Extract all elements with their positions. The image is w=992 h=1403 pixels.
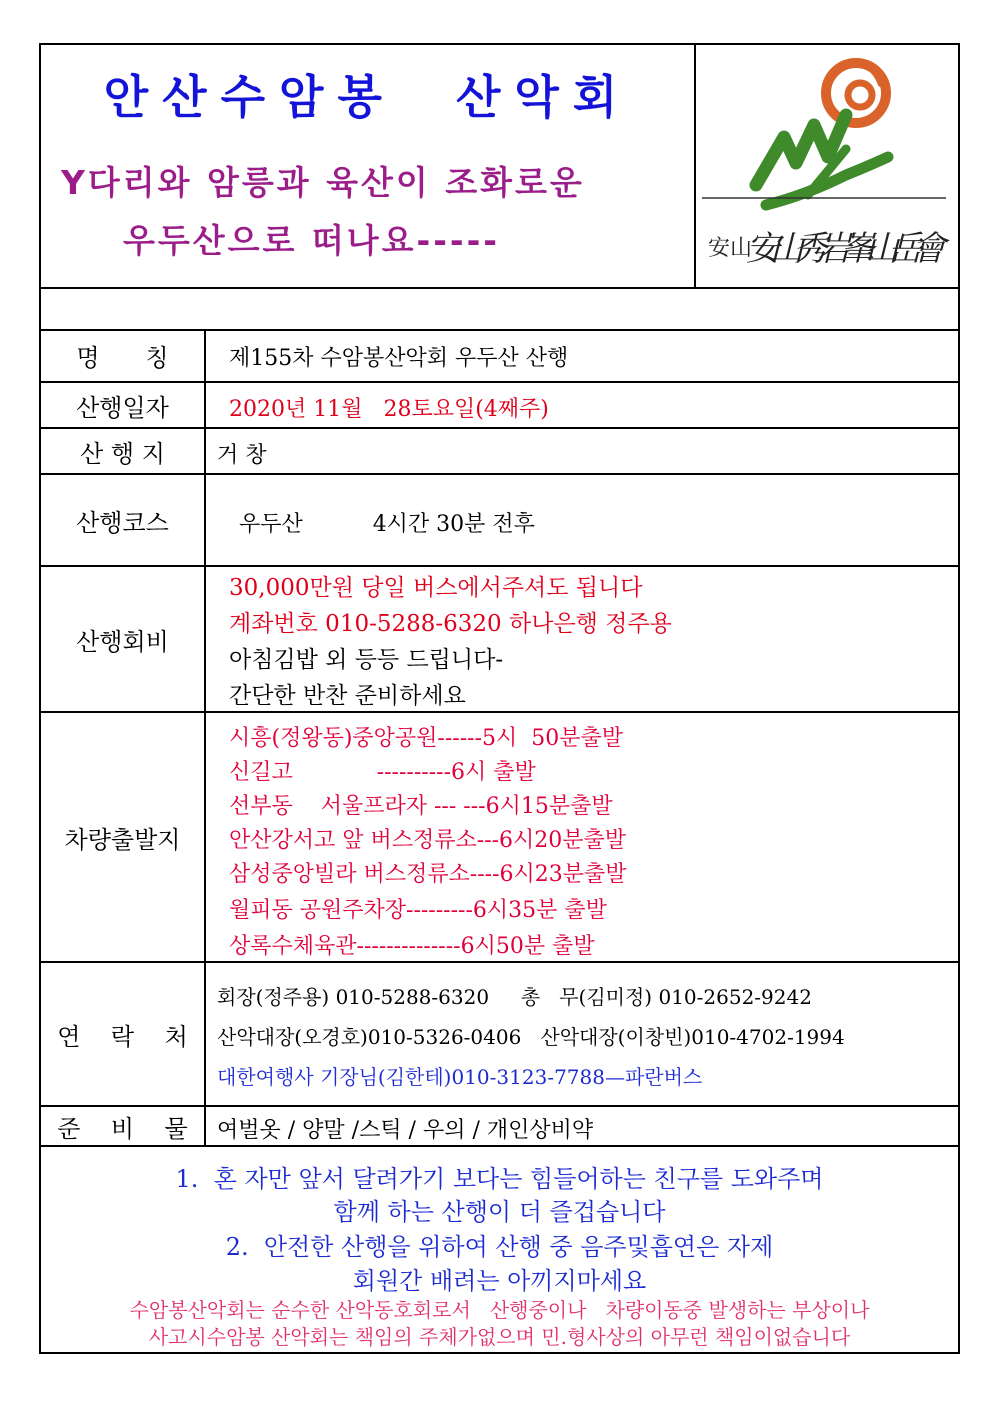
label-date: 산행일자 <box>41 383 206 427</box>
row-departure <box>41 713 958 963</box>
subtitle-line-2: 우두산으로 떠나요----- <box>123 221 500 260</box>
value-contact <box>217 963 952 1105</box>
row-name <box>41 329 958 383</box>
prep-items: 여벌옷 / 양말 /스틱 / 우의 / 개인상비약 <box>217 1118 594 1143</box>
value-place <box>217 429 952 473</box>
row-place <box>41 429 958 475</box>
value-course <box>217 475 952 565</box>
row-date <box>41 383 958 429</box>
row-fee <box>41 567 958 713</box>
trip-course: 우두산 4시간 30분 전후 <box>239 512 535 537</box>
value-prep <box>217 1107 952 1145</box>
header-title-area <box>41 45 696 287</box>
row-contact <box>41 963 958 1107</box>
departure-stop: 삼성중앙빌라 버스정류소----6시23분출발 <box>229 862 627 887</box>
notice-line-4: 회원간 배려는 아끼지마세요 <box>352 1267 647 1295</box>
row-prep <box>41 1107 958 1147</box>
blank-row <box>41 287 958 331</box>
club-title: 안산수암봉 산악회 <box>103 70 632 124</box>
trip-date: 2020년 11월 28토요일(4째주) <box>229 397 549 422</box>
value-departure <box>217 713 952 961</box>
notice-line-1: 1. 혼 자만 앞서 달려가기 보다는 힘들어하는 친구를 도와주며 <box>175 1165 824 1193</box>
label-name: 명 칭 <box>41 329 206 381</box>
document-frame <box>39 43 960 1354</box>
value-date <box>217 383 952 427</box>
label-course: 산행코스 <box>41 475 206 565</box>
label-departure: 차량출발지 <box>41 713 206 961</box>
notice-section <box>41 1151 958 1352</box>
logo-calligraphy: 安山秀岩峯山岳會 <box>746 229 946 269</box>
logo-text-part: 安山 <box>708 236 753 261</box>
contact-line: 회장(정주용) 010-5288-6320 총 무(김미정) 010-2652-9242 <box>217 985 812 1009</box>
departure-stop: 선부동 서울프라자 --- ---6시15분출발 <box>229 794 613 819</box>
label-place: 산 행 지 <box>41 429 206 473</box>
label-contact: 연 락 처 <box>41 963 206 1105</box>
contact-line: 대한여행사 기장님(김한테)010-3123-7788—파란버스 <box>217 1065 703 1089</box>
departure-stop: 시흥(정왕동)중앙공원------5시 50분출발 <box>229 726 624 751</box>
subtitle-line-1: Y다리와 암릉과 육산이 조화로운 <box>61 163 585 202</box>
departure-stop: 안산강서고 앞 버스정류소---6시20분출발 <box>229 828 627 853</box>
value-name <box>217 329 952 381</box>
disclaimer-line-1: 수암봉산악회는 순수한 산악동호회로서 산행중이나 차량이동중 발생하는 부상이나 <box>129 1298 870 1322</box>
notice-line-3: 2. 안전한 산행을 위하여 산행 중 음주및흡연은 자제 <box>225 1233 774 1261</box>
row-course <box>41 475 958 567</box>
value-fee <box>217 567 952 711</box>
fee-line: 간단한 반찬 준비하세요 <box>229 683 466 709</box>
fee-line: 계좌번호 010-5288-6320 하나은행 정주용 <box>229 611 672 637</box>
fee-line: 아침김밥 외 등등 드립니다- <box>229 647 504 673</box>
departure-stop: 신길고 ----------6시 출발 <box>229 760 536 785</box>
trip-place: 거 창 <box>217 443 267 468</box>
mountain-logo-icon <box>696 45 958 287</box>
disclaimer-line-2: 사고시수암봉 산악회는 책임의 주체가없으며 민.형사상의 아무런 책임이없습니다 <box>148 1325 851 1349</box>
club-logo <box>696 45 958 287</box>
label-fee: 산행회비 <box>41 567 206 711</box>
departure-stop: 월피동 공원주차장---------6시35분 출발 <box>229 898 607 923</box>
contact-line: 산악대장(오경호)010-5326-0406 산악대장(이창빈)010-4702-1994 <box>217 1025 845 1049</box>
label-prep: 준 비 물 <box>41 1107 206 1145</box>
departure-stop: 상록수체육관--------------6시50분 출발 <box>229 934 595 959</box>
header <box>41 45 958 289</box>
fee-line: 30,000만원 당일 버스에서주셔도 됩니다 <box>229 575 643 601</box>
trip-name: 제155차 수암봉산악회 우두산 산행 <box>229 346 569 371</box>
notice-line-2: 함께 하는 산행이 더 즐겁습니다 <box>333 1198 666 1226</box>
